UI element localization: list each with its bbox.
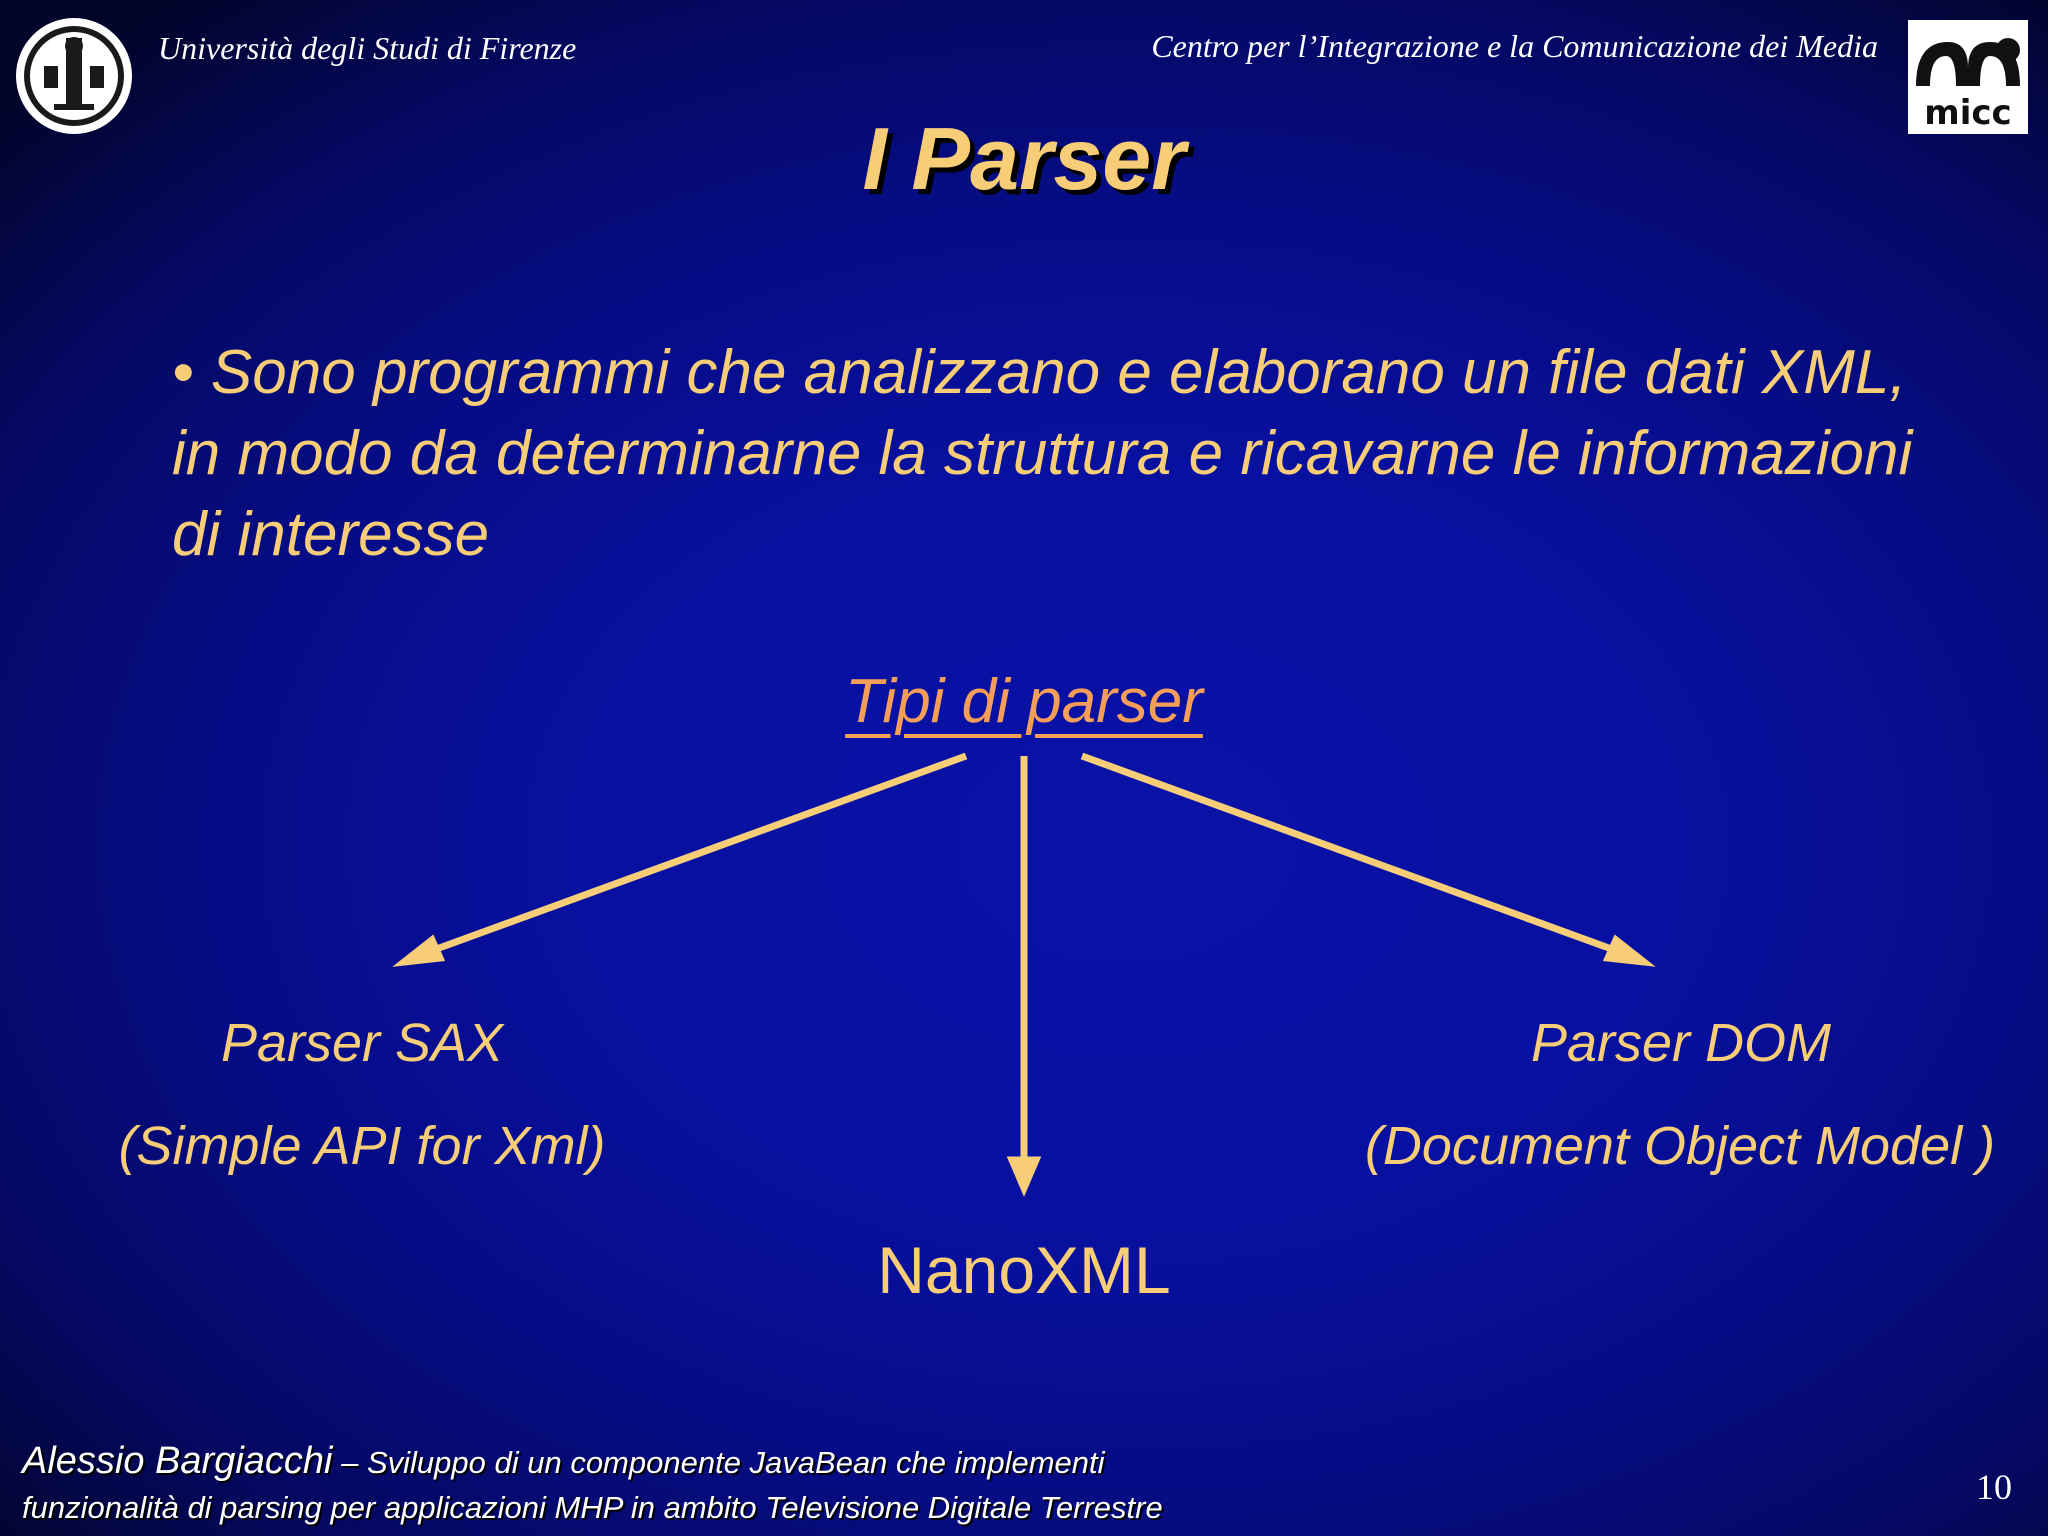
arrow-to-dom-head: [1608, 940, 1644, 962]
nanoxml-label: NanoXML: [877, 1233, 1171, 1307]
parser-sax-description: (Simple API for Xml): [118, 1116, 606, 1176]
parser-dom-label: Parser DOM: [1530, 1013, 1832, 1073]
university-name: Università degli Studi di Firenze: [158, 30, 577, 66]
footer-description-1: – Sviluppo di un componente JavaBean che implementi: [332, 1445, 1105, 1480]
center-name: Centro per l’Integrazione e la Comunicazione dei Media: [1151, 28, 1878, 64]
parser-types-heading: Tipi di parser: [845, 667, 1203, 736]
arrow-to-dom: [1082, 756, 1628, 955]
micc-logo-text: micc: [1924, 93, 2012, 133]
slide-title: I Parser: [862, 109, 1186, 208]
arrow-to-sax: [420, 756, 966, 955]
footer-author: Alessio Bargiacchi: [22, 1440, 333, 1482]
arrow-to-nano-head: [1012, 1160, 1036, 1188]
page-number: 10: [1976, 1467, 2012, 1507]
footer-line1: [22, 1440, 1105, 1483]
footer-description-2: funzionalità di parsing per applicazioni MHP in ambito Televisione Digitale Terrestre: [22, 1490, 1163, 1525]
arrow-to-sax-head: [404, 940, 440, 962]
bullet-text: • Sono programmi che analizzano e elaborano un file dati XML, in modo da determinarne la struttura e ricavarne le informazioni di interesse: [172, 338, 1913, 569]
parser-sax-label: Parser SAX: [220, 1013, 504, 1073]
parser-dom-description: (Document Object Model ): [1364, 1116, 1996, 1176]
